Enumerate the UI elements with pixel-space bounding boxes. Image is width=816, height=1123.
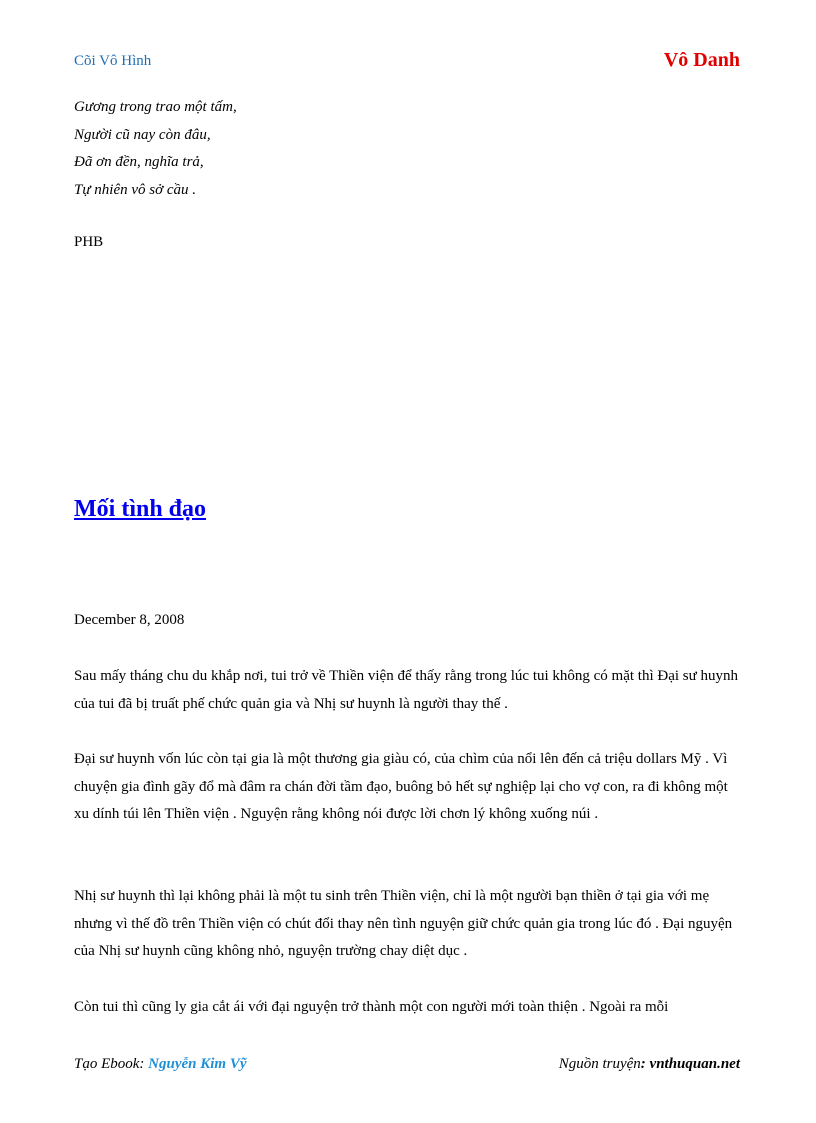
poem <box>74 94 237 204</box>
paragraph: Đại sư huynh vốn lúc còn tại gia là một thương gia giàu có, của chìm của nổi lên đến cả triệu dollars Mỹ . Vì chuyện gia đình gãy đổ mà đâm ra chán đời tầm đạo, buông bỏ hết sự nghiệp lại cho vợ con, ra đi không một xu dính túi lên Thiền viện . Nguyện rằng không nói được lời chơn lý không xuống núi . <box>74 751 728 822</box>
footer-ebook-name: Nguyễn Kim Vỹ <box>148 1056 247 1072</box>
paragraph: Nhị sư huynh thì lại không phải là một tu sinh trên Thiền viện, chỉ là một người bạn thiền ở tại gia với mẹ nhưng vì thế đồ trên Thiền viện có chút đổi thay nên tình nguyện giữ chức quản gia trong lúc đó . Đại nguyện của Nhị sư huynh cũng không nhỏ, nguyện trường chay diệt dục . <box>74 888 733 959</box>
poem-line: Đã ơn đền, nghĩa trả, <box>74 154 204 170</box>
poem-line: Gương trong trao một tấm, <box>74 99 237 115</box>
footer-ebook-credit <box>74 1056 247 1073</box>
signature: PHB <box>74 234 104 250</box>
header-book-title: Cõi Vô Hình <box>74 53 152 69</box>
article-title-link[interactable]: Mối tình đạo <box>74 496 207 522</box>
footer-source-label: Nguồn truyện <box>558 1056 641 1072</box>
footer-ebook-label: Tạo Ebook <box>74 1056 140 1072</box>
footer-separator: : <box>640 1056 650 1072</box>
poem-line: Người cũ nay còn đâu, <box>74 126 211 143</box>
paragraph: Còn tui thì cũng ly gia cắt ái với đại nguyện trở thành một con người mới toàn thiện . Ngoài ra mỗi <box>74 999 669 1015</box>
paragraph: Sau mấy tháng chu du khắp nơi, tui trở về Thiền viện để thấy rằng trong lúc tui không có mặt thì Đại sư huynh của tui đã bị truất phế chức quản gia và Nhị sư huynh là người thay thế . <box>74 668 739 712</box>
article-date: December 8, 2008 <box>74 612 185 628</box>
footer-separator: : <box>139 1056 149 1072</box>
header-author: Vô Danh <box>663 49 740 71</box>
poem-line: Tự nhiên vô sở cầu . <box>74 181 197 198</box>
footer-source-credit <box>559 1056 740 1073</box>
footer-source-site[interactable]: vnthuquan.net <box>649 1056 740 1072</box>
